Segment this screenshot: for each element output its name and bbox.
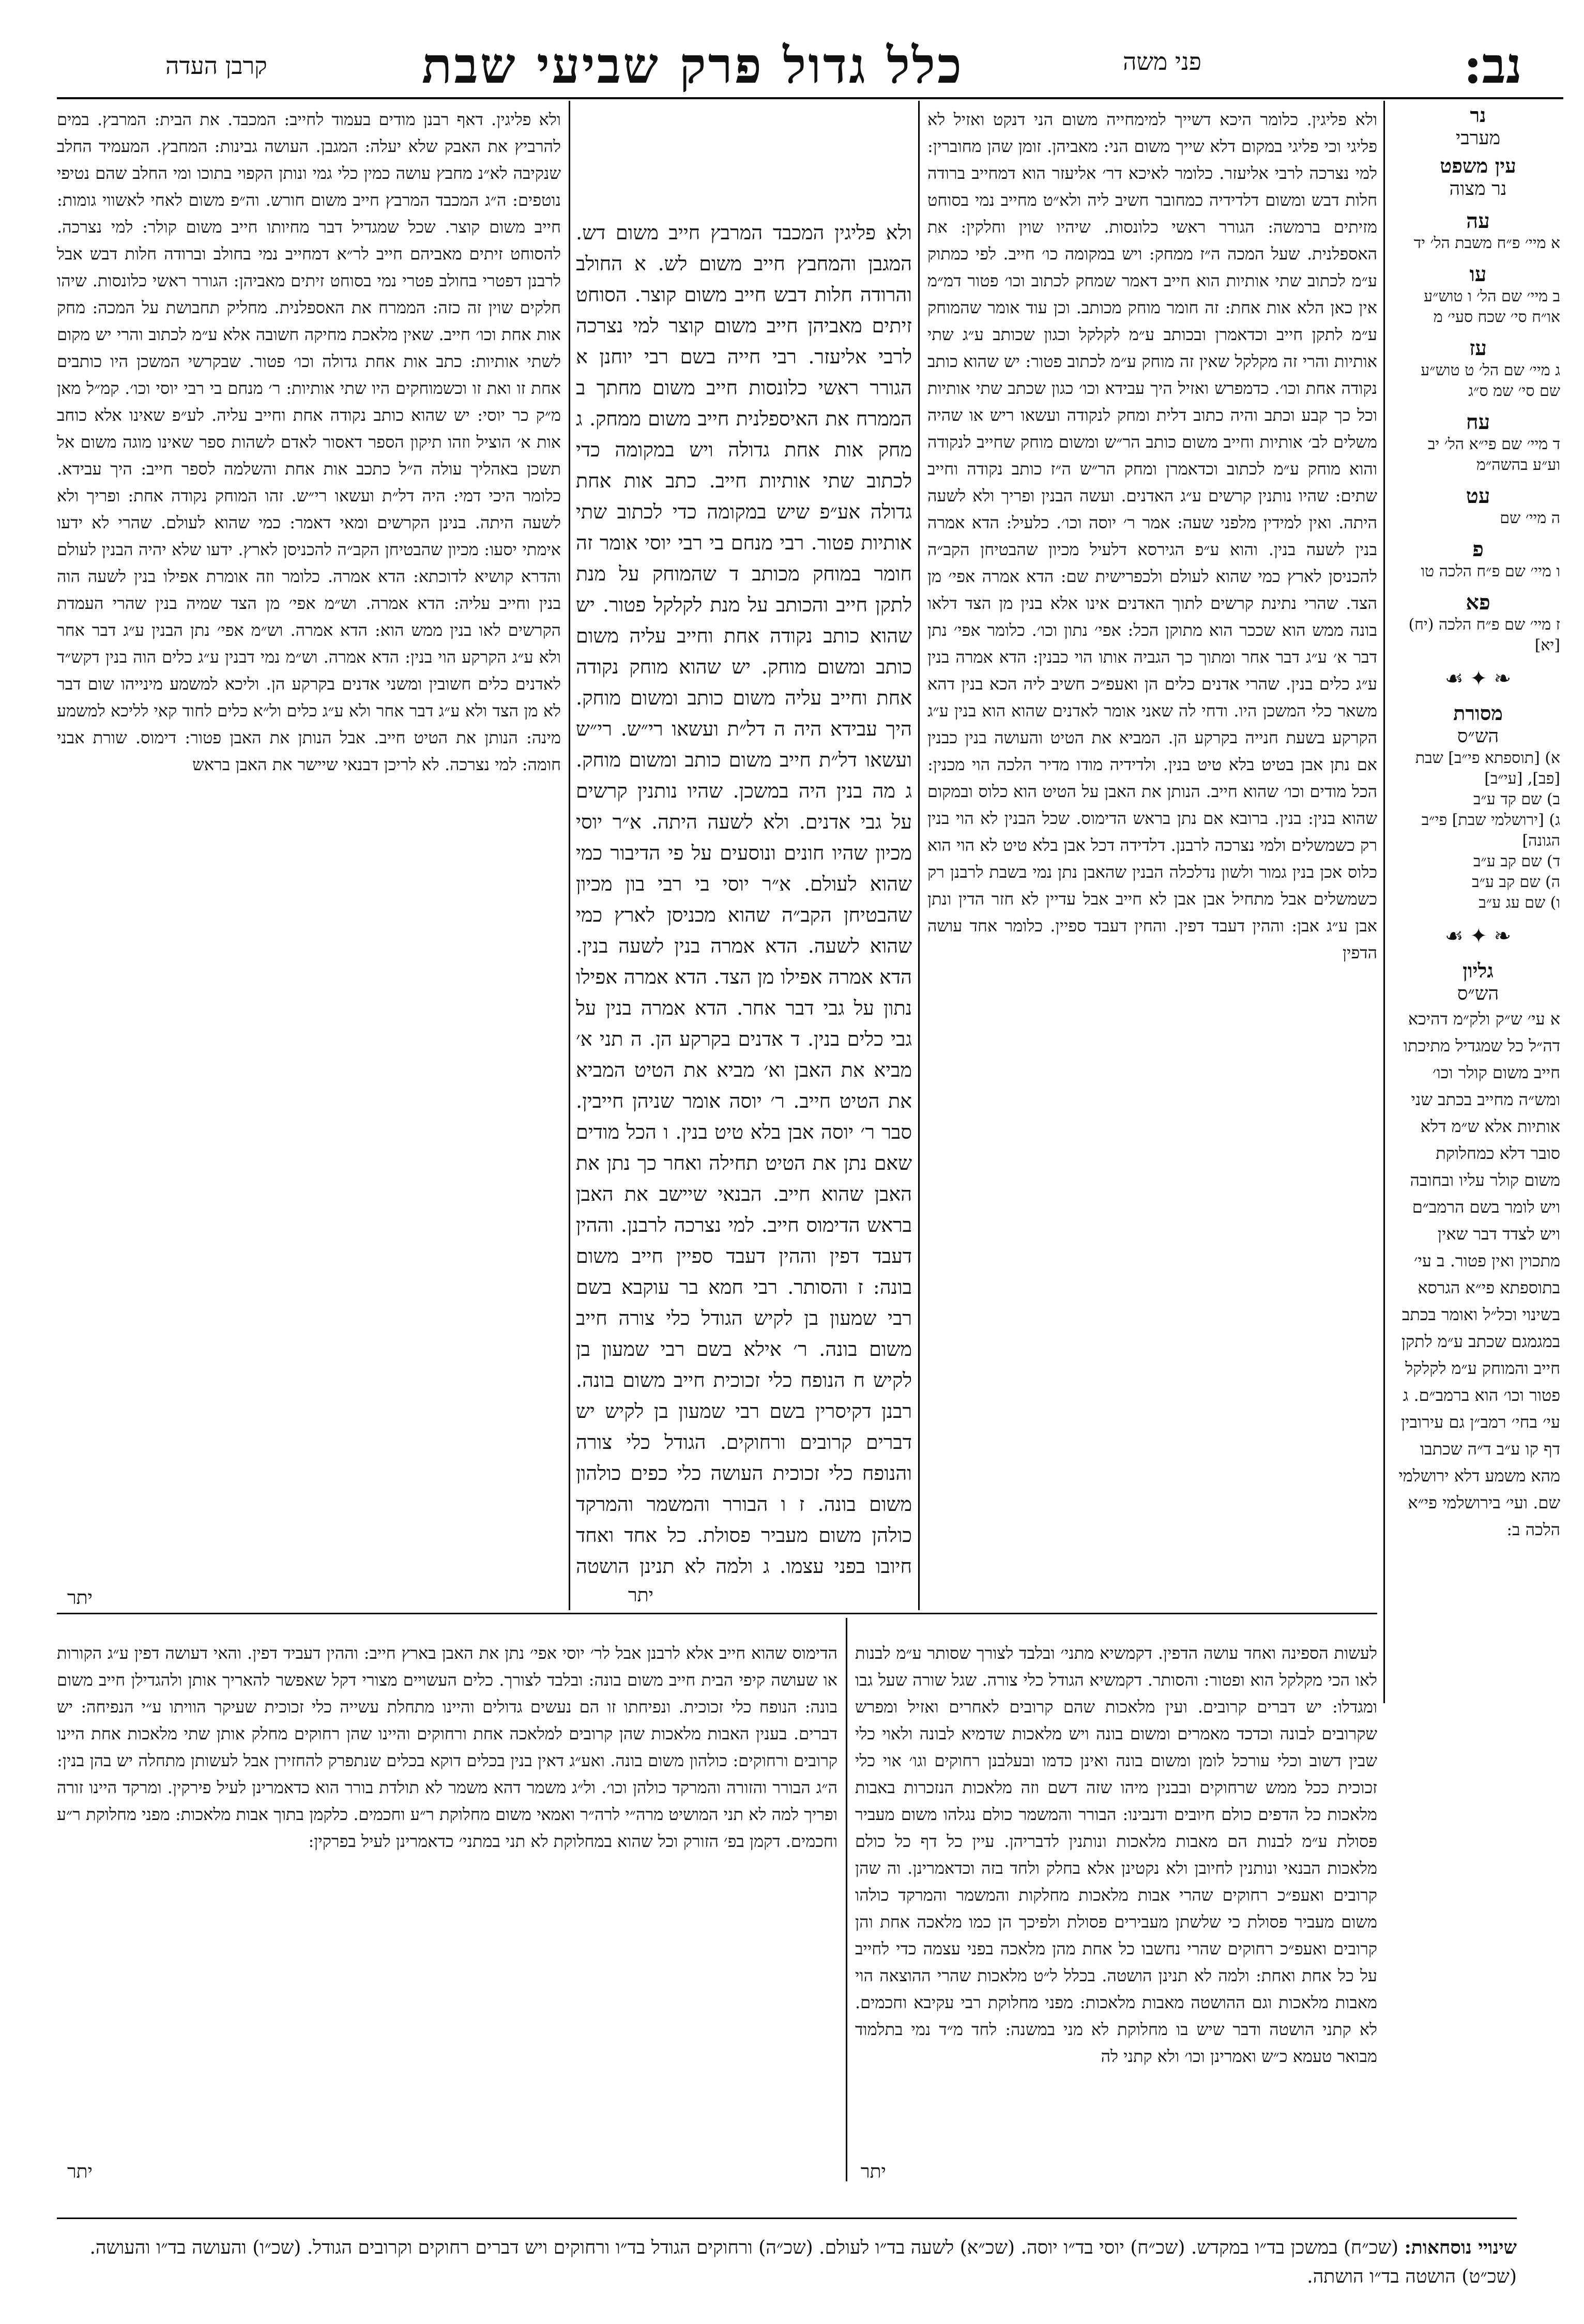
- ref-text: ה מיי׳ שם: [1500, 509, 1560, 527]
- sidebar-rule: [1383, 101, 1385, 1703]
- lower-left-catchword: יתר: [67, 2161, 93, 2182]
- left-catchword: יתר: [67, 1587, 93, 1609]
- gilyon-text: א עי׳ ש״ק ולק״מ דהיכא דה״ל כל שמגדיל מתיכתו חייב משום קולר וכו׳ ומש״ה מחייב בכתב שני אותיות אלא ש״מ דלא סובר דלא כמחלוקת משום קולר עליו ובחובה ויש לומר בשם הרמב״ם ויש לצדד דבר שאין מתכוין ואין פטור. ב עי׳ בתוספתא פי״א הגרסא בשינוי וכל״ל ואומר בכתב במגמגם שכתב ע״מ לתקן חייב והמוחק ע״מ לקלקל פטור וכו׳ הוא ברמב״ם. ג עי׳ בחי׳ רמב״ן גם עירובין דף קו ע״ב ד״ה שכתבו מהא משמע דלא ירושלמי שם. ועי׳ בירושלמי פי״א הלכה ב:: [1398, 1009, 1560, 1539]
- mishnah-commentary-title: פני משה: [1122, 48, 1201, 75]
- lower-right-text: לעשות הספינה ואחד עושה הדפין. דקמשיא מתני׳ ובלבד לצורך שסותר ע״מ לבנות לאו הכי מקלקל הוא ופטור: והסותר. דקמשיא הגודל כלי צורה. שגל שורה שעל גבו ומגדלו: יש דברים קרובים. ועין מלאכות שהם קרובים לאחרים ואזיל ומפרש שקרובים לבונה וכדכד מאמרים ומשום בונה ויש מלאכות שדמיא לבונה ולאוי כלי שבין דשוב וכלי עורכל לומן ומשום בונה ואינן כדמו ובעלבנן רחוקים וגו׳ אוי כלי זכוכית ככל ממש שרחוקים ובבנין מיהו שזה דשם וזה מלאכות הנזכרות באבות מלאכות כל הדפים כולם חיובים ודנבינו: הבורר והמשמר כולם נגלהו משום מעביר פסולת ע״מ לבנות הם מאבות מלאכות ונותנין לדבריהן. עיין כל דף כל כולם מלאכות הבנאי ונותנין לחיובן ולא נקטינן אלא בחלק ולחד בזה וכדאמרינן. וה שהן קרובים ואעפ״כ רחוקים שהרי אבות מלאכות מחלקות והמשמר והמרקד כולהו משום מעביר פסולת כי שלשתן מעבירים פסולת ולפיכך הן כמו מלאכה אחת והן קרובים ואעפ״כ רחוקים שהרי נחשבו כל אחת מהן מלאכה בפני עצמה כדי לחייב על כל אחת ואחת: ולמה לא תנינן הושטה. בכלל ל״ט מלאכות שהרי ההוצאה הוי מאבות מלאכות וגם ההושטה מאבות מלאכות: מפני מחלוקת רבי עקיבא וחכמים. לא קתני הושטה ודבר שיש בו מחלוקת לא מני במשנה: לחד מ״ד נמי בתלמוד מבואר טעמא כ״ש ואמרינן וכו׳ ולא קתני לה: [855, 1643, 1377, 2066]
- ref-letter: עה: [1466, 209, 1490, 233]
- ornament-divider-icon: ❧ ✦ ☙: [1444, 667, 1512, 691]
- masoret-ref: ו) שם עג ע״ב: [1479, 894, 1560, 912]
- middle-catchword: יתר: [628, 1585, 653, 1606]
- ner-maaravi-subtitle: מערבי: [1455, 128, 1501, 149]
- column-rule: [918, 101, 920, 1610]
- lower-left-text: הדימוס שהוא חייב אלא לרבנן אבל לר׳ יוסי אפי׳ נתן את האבן בארץ חייב: וההין דעביד דפין. והאי דעושה דפין ע״ג הקורות או שעושה קיפי הבית חייב משום בונה: ובלבד לצורך. כלים העשויים מצורי דקל שאפשר להאריך אותן ולהגדילן חייב משום בונה: הנופח כלי זכוכית. ונפיחתו זו הם נעשים גדולים והיינו מתחלת עשייה כלי זכוכית שעיקר הוויתו ע״י הנפיחה: יש דברים. בענין האבות מלאכות שהן קרובים למלאכה אחת ורחוקים והיינו שהן רחוקים מחלק אותן שתי מלאכות אחת היינו קרובים ורחוקים: כולהון משום בונה. ואע״ג דאין בנין בכלים דוקא בכלים שנתפרק להחזירן אבל לעשותן מתחלה יש בהן בנין: ה״ג הבורר והזורה והמרקד כולהן וכו׳. ול״ג משמר דהא משמר לא תולדת בורר הוא כדאמרינן לעיל פירקין. ומרקד היינו זורה ופריך למה לא תני המושיט מרה״י לרה״ר ואמאי משום מחלוקת ר״ע וחכמים. כלקמן בתוך אבות מלאכות: מפני מחלוקת ר״ע וחכמים. דקמן בפ׳ הזורק וכל שהוא במחלוקת לא תני במתני׳ כדאמרינן לעיל בפרקין:: [57, 1643, 837, 1851]
- ref-letter: פ: [1472, 537, 1484, 561]
- ref-letter: פא: [1466, 590, 1490, 615]
- column-rule: [846, 1618, 847, 2181]
- lower-right-commentary: [855, 1623, 1377, 2150]
- ref-letter: עח: [1466, 410, 1490, 434]
- masoret-ref: ג) [ירושלמי שבת] פי״ב הגונה]: [1421, 811, 1560, 850]
- ein-mishpat-title: עין משפט: [1440, 154, 1516, 177]
- footnote-text: (שכ״ח) במשכן בד״ו במקדש. (שכ״ח) יוסי בד״ו יוסה. (שכ״א) לשעה בד״ו לעולם. (שכ״ה) ורחוקים הגודל בד״ו ורחוקים ויש דברים רחוקים וקרובים הגודל. (שכ״ו) והעושה בד״ו והעושה. (שכ״ט) הושטה בד״ו הושתה.: [89, 2237, 1517, 2287]
- korban-commentary-title: קרבן העדה: [165, 52, 267, 80]
- page-header: [62, 36, 1522, 93]
- lower-left-commentary: [57, 1623, 837, 2150]
- talmud-main-column: [576, 217, 912, 1582]
- ref-text: ד מיי׳ שם פי״א הל׳ יב וע״ע בהשה״מ: [1427, 435, 1560, 474]
- ref-letter: עז: [1469, 336, 1487, 360]
- ref-letter: עו: [1469, 262, 1487, 286]
- masoret-ref: ב) שם קד ע״ב: [1473, 790, 1560, 808]
- sidebar: [1393, 103, 1563, 1695]
- lower-right-catchword: יתר: [860, 2161, 886, 2182]
- pnei-moshe-column: [927, 106, 1377, 1605]
- page-number: נב:: [1464, 36, 1522, 95]
- masoret-ref: ה) שם קב ע״ב: [1472, 873, 1560, 891]
- ref-text: ו מיי׳ שם פ״ח הלכה טו: [1421, 562, 1560, 580]
- ref-text: ב מיי׳ שם הל׳ ו טוש״ע או״ח סי׳ שכח סעי׳ מ: [1424, 287, 1560, 326]
- masoret-title: מסורת: [1453, 701, 1503, 725]
- ornament-divider-icon: ❧ ✦ ☙: [1444, 924, 1512, 948]
- ner-maaravi-title: נר: [1470, 103, 1486, 127]
- talmud-main-text: ולא פליגין המכבד המרבץ חייב משום דש. המגבן והמחבץ חייב משום לש. א החולב והרודה חלות דבש חייב משום קוצר. הסוחט זיתים מאביהן חייב משום קוצר למי נצרכה לרבי אליעזר. רבי חייה בשם רבי יוחנן א הגורר ראשי כלונסות חייב משום מחתך ב הממרח את האיספלנית חייב משום ממחק. ג מחק אות אחת גדולה ויש במקומה כדי לכתוב שתי אותיות חייב. כתב אות אחת גדולה אע״פ שיש במקומה כדי לכתוב שתי אותיות פטור. רבי מנחם בי רבי יוסי אומר זה חומר במוחק מכותב ד שהמוחק על מנת לתקן חייב והכותב על מנת לקלקל פטור. יש שהוא כותב נקודה אחת וחייב עליה משום כותב ומשום מוחק. יש שהוא מוחק נקודה אחת וחייב עליה משום כותב ומשום מוחק. היך עבידא היה ה דל״ת ועשאו רי״ש. רי״ש ועשאו דל״ת חייב משום כותב ומשום מוחק. ג מה בנין היה במשכן. שהיו נותנין קרשים על גבי אדנים. ולא לשעה היתה. א״ר יוסי מכיון שהיו חונים ונוסעים על פי הדיבור כמי שהוא לעולם. א״ר יוסי בי רבי בון מכיון שהבטיחן הקב״ה שהוא מכניסן לארץ כמי שהוא לשעה. הדא אמרה בנין לשעה בנין. הדא אמרה אפילו מן הצד. הדא אמרה אפילו נתון על גבי דבר אחר. הדא אמרה בנין על גבי כלים בנין. ד אדנים בקרקע הן. ה תני א׳ מביא את האבן וא׳ מביא את הטיט המביא את הטיט חייב. ר׳ יוסה אומר שניהן חייבין. סבר ר׳ יוסה אבן בלא טיט בנין. ו הכל מודים שאם נתן את הטיט תחילה ואחר כך נתן את האבן שהוא חייב. הבנאי שיישב את האבן בראש הדימוס חייב. למי נצרכה לרבנן. וההין דעבד דפין וההין דעבד ספיין חייב משום בונה: ז והסותר. רבי חמא בר עוקבא בשם רבי שמעון בן לקיש הגודל כלי צורה חייב משום בונה. ר׳ אילא בשם רבי שמעון בן לקיש ח הנופח כלי זכוכית חייב משום בונה. רבנן דקיסרין בשם רבי שמעון בן לקיש יש דברים קרובים ורחוקים. הגודל כלי צורה והנופח כלי זכוכית העושה כלי כפים כולהון משום בונה. ז ו הבורר והמשמר והמרקד כולהן משום מעביר פסולת. כל אחד ואחד חיובו בפני עצמו. ג ולמה לא תנינן הושטה: [576, 221, 912, 1578]
- pnei-moshe-text: ולא פליגין. כלומר היכא דשייך למימחייה משום הני דנקט ואזיל לא פליגי וכי פליגי במקום דלא שייך משום הני: מאביהן. זומן שהן מחוברין: למי נצרכה לרבי אליעזר. כלומר לאיכא דר׳ אליעזר הוא דמחייב ברודה חלות דבש ומשום דלדידיה כמחובר חשיב ליה ולא״ט מחייב נמי בסוחט מזיתים ברמשה: הגורר ראשי כלונסות. שיהיו שוין וחלקין: את האספלנית. שעל המכה ה״ז ממחק: ויש במקומה כו׳ חייב. לפי כמתוק ע״מ לכתוב שתי אותיות הוא חייב דאמר שמחק לכתוב וכו׳ פטור דמ״מ אין כאן הלא אות אחת: זה חומר מוחק מכותב. וכן עוד אומר שהמוחק ע״מ לתקן חייב וכדאמרן ובכותב ע״מ לקלקל וכגון שכותב ע״ג שתי אותיות והרי זה מקלקל שאין זה מוחק ע״מ לכתוב פטור: יש שהוא כותב נקודה אחת וכו׳. כדמפרש ואזיל היך עבידא וכו׳ כגון שכתב שתי אותיות וכל כך קבע וכתב והיה כתוב דלית ומחק לנקודה ועשאו ריש או שהיה משלים לב׳ אותיות וחייב משום כותב הר״ש ומשום מוחק שחייב לנקודה והוא מוחק ע״מ לכתוב וכדאמרן ומחק הר״ש ה״ז כותב נקודה וחייב שתים: שהיו נותנין קרשים ע״ג האדנים. ועשה הבנין ופריך ולא לשעה היתה. ואין למידין מלפני שעה: אמר ר׳ יוסה וכו׳. כלעיל: הדא אמרה בנין לשעה בנין. והוא ע״פ הגירסא דלעיל מכיון שהבטיחן הקב״ה להכניסן לארץ כמי שהוא לעולם ולכפרישית שם: הדא אמרה אפי׳ מן הצד. שהרי נתינת קרשים לתוך האדנים אינו אלא בנין מן הצד דלאו בונה ממש הוא שככר הוא מתוקן הכל: אפי׳ נתון וכו׳. כלומר אפי׳ נתן דבר א׳ ע״ג דבר אחר ומתוך כך הגביה אותו הוי כבנין: הדא אמרה בנין ע״ג כלים בנין. שהרי אדנים כלים הן ואעפ״כ חשיב ליה הכא בנין דהא משאר כלי המשכן היו. ודחי לה שאני אומר לאדנים שהוא הוא בנין ע״ג הקרקע בשעת חנייה בקרקע הן. המביא את הטיט והעושה בנין כבנין אם נתן אבן בטיט בלא טיט בנין. ולדידיה מודו מדיר הלכה הוי מכנין: הכל מודים וכו׳ שהוא חייב. הנותן את האבן על הטיט הוא כלוס ובמקום שהוא בנין: בנין. ברובא אם נתן בראש הדימוס. שכל הבנין לא הוי בנין רק כשמשלים ולמי נצרכה לרבנן. דלדידה דכל אבן בלא טיט לא הוי הוא כלוס אכן בנין גמור ולשון נדלכלה הבנין שהאבן נתן נמי בשבת לרבנן רק כשמשלים אבל מתחיל אבן אבן לא חייב אבל עדיין לא חזר הדין ונתן אבן ע״ג אבן: וההין דעבד דפין. והחין דעבד ספיין. כלומר אחד עושה הדפין: [927, 110, 1377, 962]
- ref-text: ג מיי׳ שם הל׳ ט טוש״ע שם סי׳ שמ ס״ג: [1421, 361, 1560, 400]
- section-rule: [57, 1613, 1377, 1614]
- footnote: [62, 2233, 1517, 2291]
- footnote-label: שינויי נוסחאות:: [1404, 2237, 1517, 2258]
- masoret-ref: ד) שם קב ע״ב: [1473, 852, 1560, 870]
- ref-text: ז מיי׳ שם פ״ח הלכה (יח) [יא]: [1408, 616, 1560, 654]
- korban-haeda-column: [57, 106, 561, 1589]
- column-rule: [569, 101, 570, 1610]
- ref-letter: עט: [1466, 484, 1490, 508]
- footnote-rule: [57, 2218, 1517, 2219]
- masoret-subtitle: הש״ס: [1457, 726, 1499, 747]
- chapter-title: כלל גדול פרק שביעי שבת: [421, 36, 964, 95]
- ref-text: א מיי׳ פ״ח משבת הל׳ יד: [1413, 234, 1560, 252]
- gilyon-subtitle: הש״ס: [1457, 983, 1499, 1004]
- ein-mishpat-subtitle: נר מצוה: [1449, 178, 1507, 200]
- masoret-ref: א) [תוספתא פי״ב] שבת [פב], [עי״ב]: [1415, 749, 1560, 788]
- gilyon-title: גליון: [1463, 959, 1494, 982]
- header-rule: [57, 97, 1563, 99]
- korban-haeda-text: ולא פליגין. דאף רבנן מודים בעמוד לחייב: המכבד. את הבית: המרבץ. במים להרביץ את האבק שלא יעלה: המגבן. העושה גבינות: המחבץ. המעמיד החלב שנקיבה לא״נ מחבץ עושה כמין כלי גמי ונותן הקפוי בתוכו ומי החלב שהם נטיפי נוטפים: ה״ג המכבד המרבץ חייב משום חורש. וה״פ משום לאחי לאשווי גומות: חייב משום קוצר. שכל שמגדיל דבר מחיותו חייב משום קולר: למי נצרכה. להסוחט זיתים מאביהם חייב לר״א דמחייב נמי בחולב וברודה חלות דבש אבל לרבנן דפטרי בחולב פטרי נמי בסוחט זיתים מאביהן: הגורר ראשי כלונסות. שיהו חלקים שוין זה כזה: הממרח את האספלנית. מחליק תחבושת על המכה: מחק אות אחת וכו׳ חייב. שאין מלאכת מחיקה חשובה אלא ע״מ לכתוב והרי יש מקום לשתי אותיות: כתב אות אחת גדולה וכו׳ פטור. שבקרשי המשכן היו כותבים אחת זו ואת זו וכשמוחקים היו שתי אותיות: ר׳ מנחם בי רבי יוסי וכו׳. קמ״ל מאן מ״ק כר יוסי: יש שהוא כותב נקודה אחת וחייב עליה. לע״פ שאינו אלא כוחב אות א׳ הוציל וזהו תיקון הספר דאסור לאדם לשהות ספר שאינו מוגה משום אל תשכן באהליך עולה ה״ל כתכב אות אחת והשלמה לספר חייב: היך עבידא. כלומר היכי דמי: היה דל״ת ועשאו רי״ש. זהו המוחק נקודה אחת: ופריך ולא לשעה היתה. בנינן הקרשים ומאי דאמר: כמי שהוא לעולם. שהרי לא ידעו אימתי יסעו: מכיון שהבטיחן הקב״ה להכניסן לארץ. ידעו שלא יהיה הבנין לעולם והדרא קושיא לדוכתא: הדא אמרה. כלומר וזה אומרת אפילו בנין לשעה הוה בנין וחייב עליה: הדא אמרה. וש״מ אפי׳ מן הצד שמיה בנין שהרי העמדת הקרשים לאו בנין ממש הוא: הדא אמרה. וש״מ אפי׳ נתן הבנין ע״ג דבר אחר ולא ע״ג הקרקע הוי בנין: הדא אמרה. וש״מ נמי דבנין ע״ג כלים הוה בנין דקש״ד לאדנים כלים חשובין ומשני אדנים בקרקע הן. וליכא למשמע מינייהו שום דבר לא מן הצד ולא ע״ג דבר אחר ולא ע״ג כלים ול״א כלים לחוד קאי לליכא למשמע מינה: הנותן את הטיט חייב. אבל הנותן את האבן פטור: דימוס. שורת אבני חומה: למי נצרכה. לא לריכן דבנאי שיישר את האבן בראש: [57, 110, 561, 774]
